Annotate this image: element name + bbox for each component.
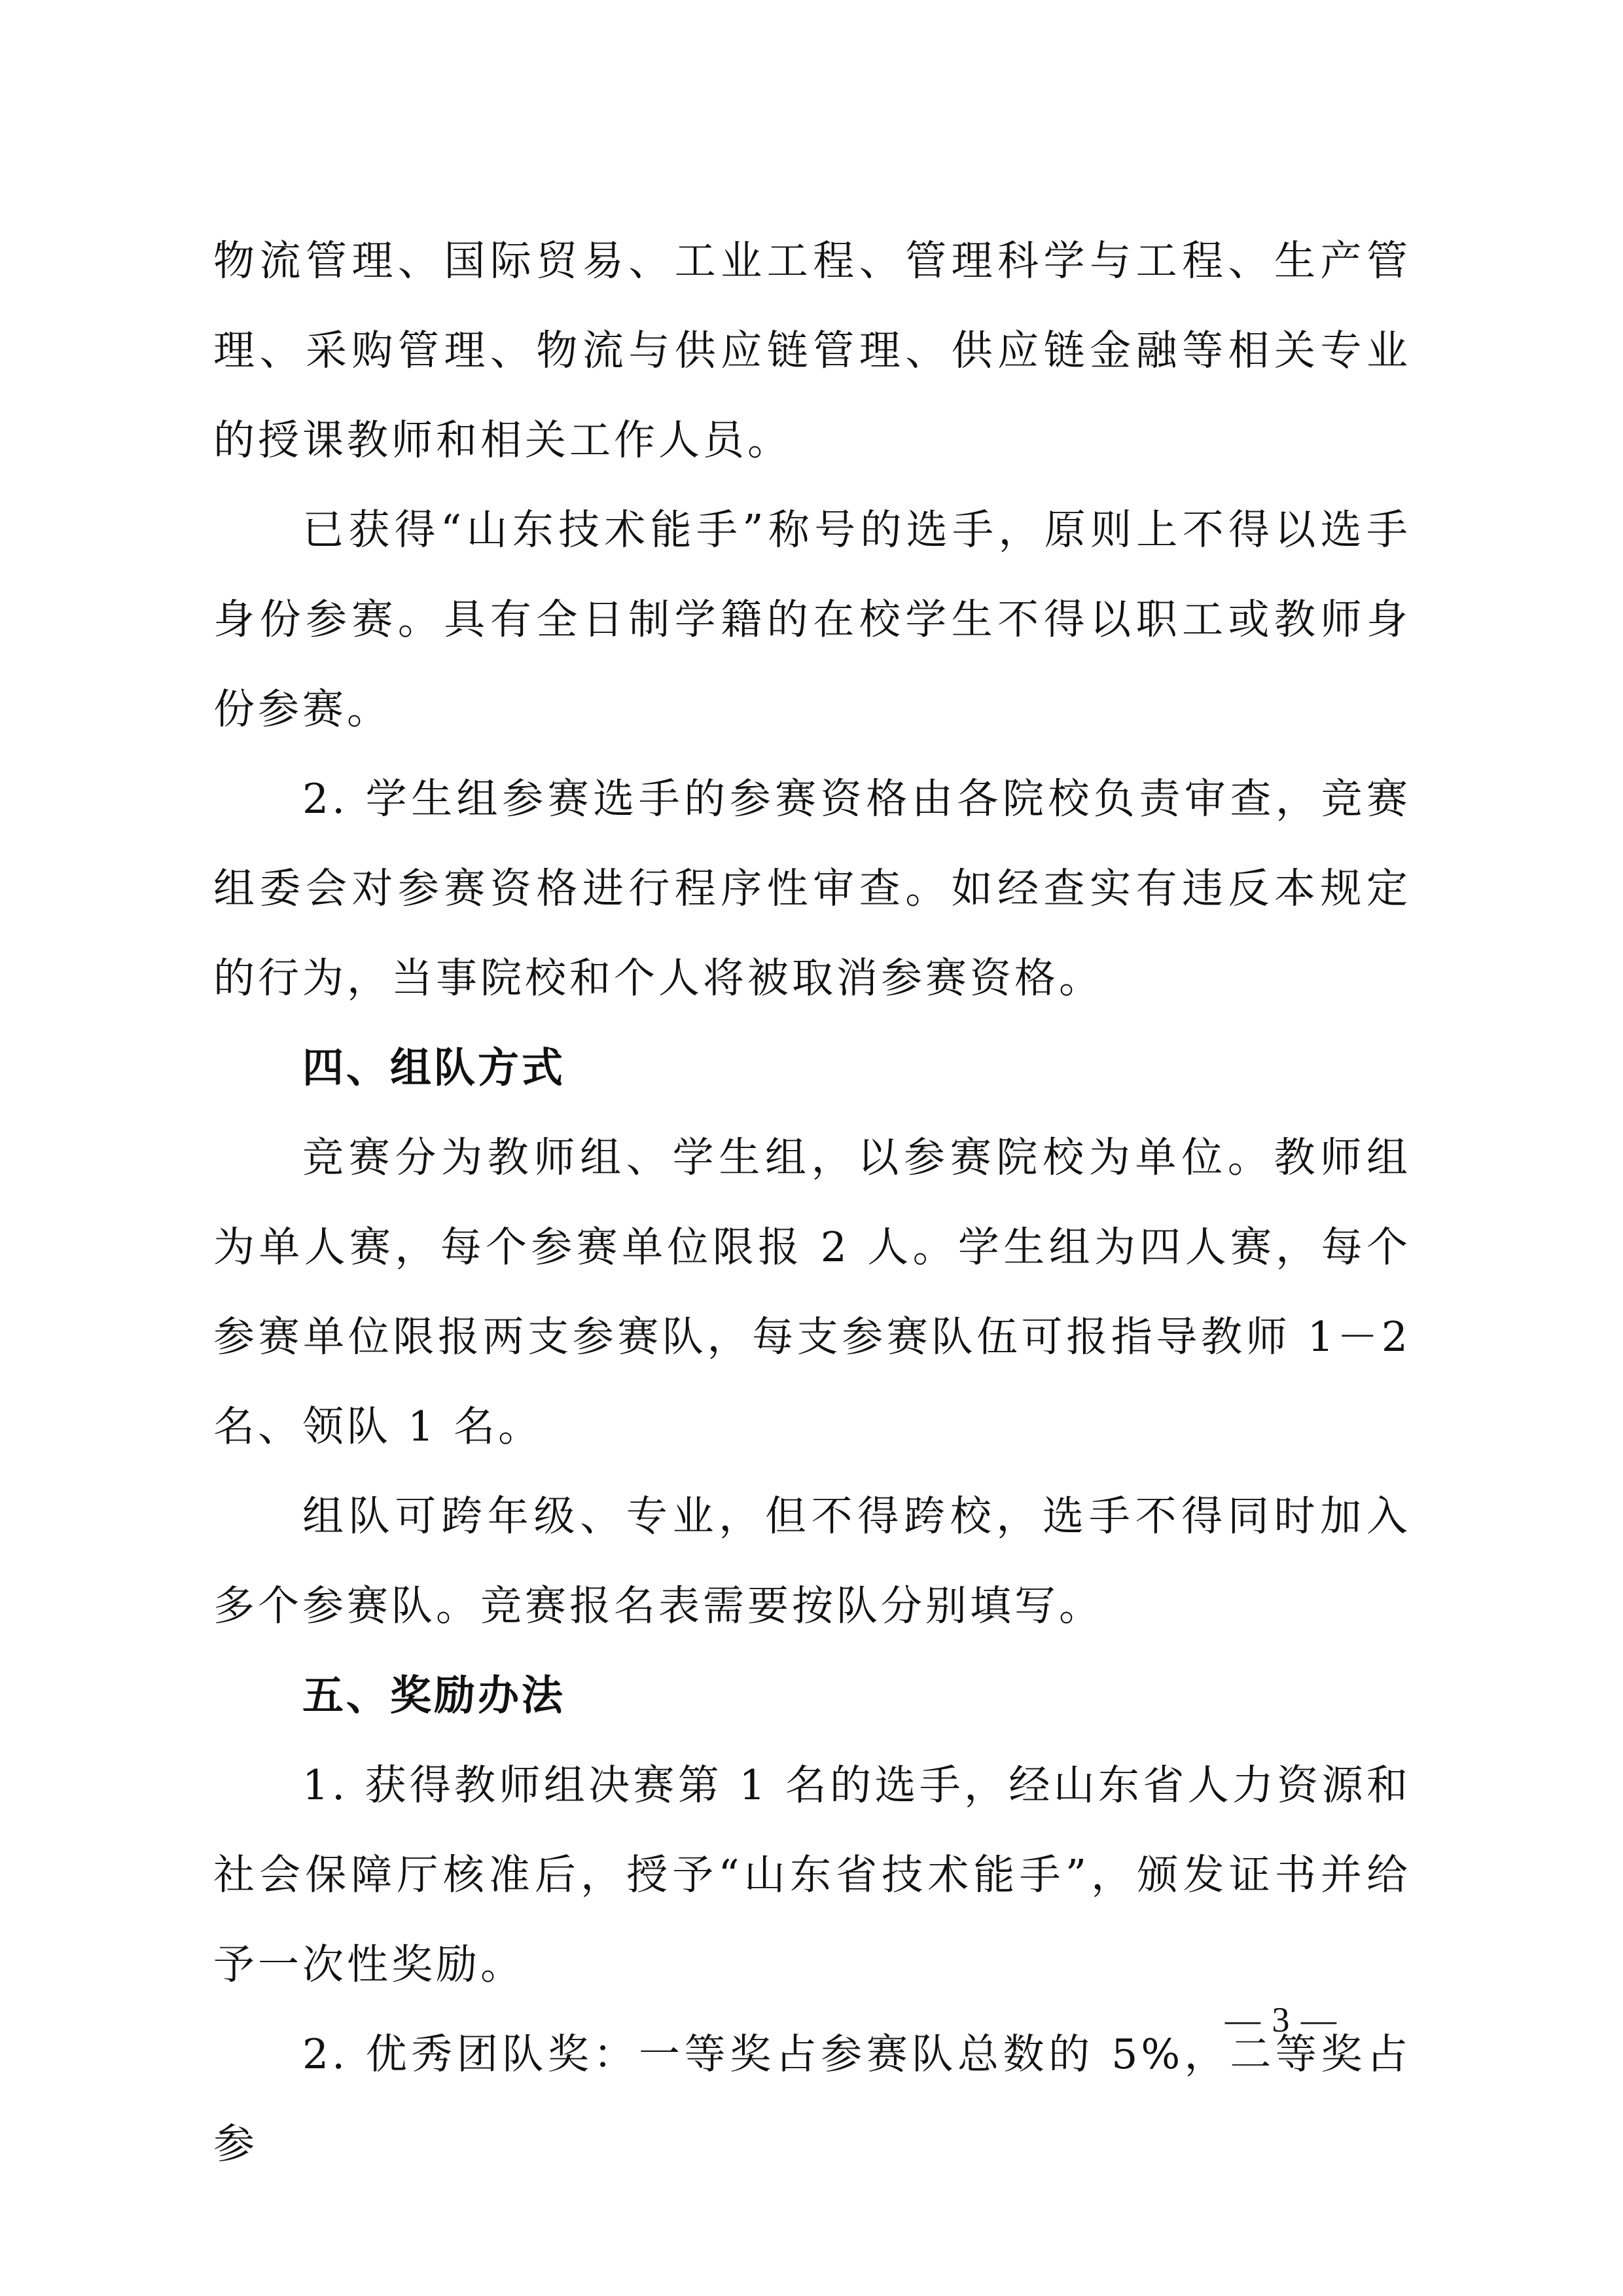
- paragraph-excellent-team-award: 2. 优秀团队奖：一等奖占参赛队总数的 5%，二等奖占参: [213, 2030, 1411, 2168]
- paragraph-team-composition-rules: 组队可跨年级、专业，但不得跨校，选手不得同时加入多个参赛队。竞赛报名表需要按队分别填写。: [213, 1492, 1411, 1630]
- paragraph-teacher-first-prize: 1. 获得教师组决赛第 1 名的选手，经山东省人力资源和社会保障厅核准后，授予“山东省技术能手”，颁发证书并给予一次性奖励。: [213, 1761, 1411, 1988]
- section-heading-awards: 五、奖励办法: [302, 1672, 565, 1719]
- paragraph-skill-title-restriction: 已获得“山东技术能手”称号的选手，原则上不得以选手身份参赛。具有全日制学籍的在校学生不得以职工或教师身份参赛。: [213, 506, 1411, 733]
- paragraph-competition-groups: 竞赛分为教师组、学生组，以参赛院校为单位。教师组为单人赛，每个参赛单位限报 2 人。学生组为四人赛，每个参赛单位限报两支参赛队，每支参赛队伍可报指导教师 1－2 名、领队 1 名。: [213, 1134, 1411, 1450]
- section-heading-team-formation: 四、组队方式: [302, 1044, 565, 1092]
- paragraph-eligibility-majors: 物流管理、国际贸易、工业工程、管理科学与工程、生产管理、采购管理、物流与供应链管理、供应链金融等相关专业的授课教师和相关工作人员。: [213, 237, 1411, 464]
- page-number: — 3 —: [1225, 2000, 1338, 2039]
- paragraph-student-qualification-review: 2. 学生组参赛选手的参赛资格由各院校负责审查，竞赛组委会对参赛资格进行程序性审查。如经查实有违反本规定的行为，当事院校和个人将被取消参赛资格。: [213, 775, 1411, 1002]
- body-text: [213, 216, 1411, 2189]
